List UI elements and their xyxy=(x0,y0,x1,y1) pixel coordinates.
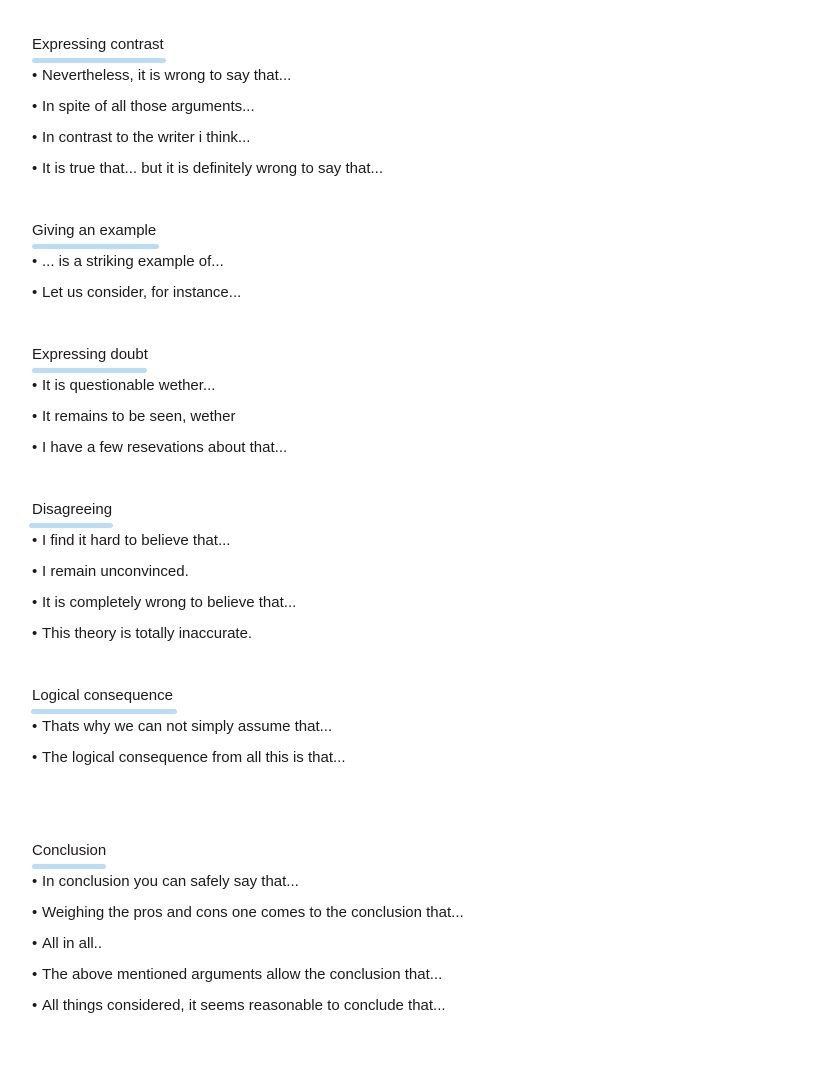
list-item: • All things considered, it seems reasonable to conclude that... xyxy=(32,997,446,1014)
list-item: • The logical consequence from all this is that... xyxy=(32,749,346,766)
list-item: • It is completely wrong to believe that... xyxy=(32,594,297,611)
heading-highlight xyxy=(32,864,106,869)
heading-highlight xyxy=(31,709,177,714)
list-item: • Nevertheless, it is wrong to say that... xyxy=(32,67,292,84)
section-heading: Disagreeing xyxy=(32,501,113,518)
section-heading: Expressing doubt xyxy=(32,346,148,363)
heading-highlight xyxy=(32,58,166,63)
heading-highlight xyxy=(29,523,113,528)
section-giving-an-example xyxy=(32,222,792,315)
section-heading: Conclusion xyxy=(32,842,107,859)
list-item: • I remain unconvinced. xyxy=(32,563,189,580)
section-expressing-doubt xyxy=(32,346,792,470)
list-item: • The above mentioned arguments allow the conclusion that... xyxy=(32,966,443,983)
section-heading-wrap xyxy=(32,501,112,527)
list-item: • It is questionable wether... xyxy=(32,377,216,394)
list-item: • It is true that... but it is definitely wrong to say that... xyxy=(32,160,383,177)
list-item: • Weighing the pros and cons one comes to the conclusion that... xyxy=(32,904,464,921)
heading-highlight xyxy=(32,368,147,373)
list-item: • ... is a striking example of... xyxy=(32,253,224,270)
list-item: • It remains to be seen, wether xyxy=(32,408,236,425)
list-item: • Let us consider, for instance... xyxy=(32,284,242,301)
list-item: • I have a few resevations about that... xyxy=(32,439,288,456)
section-logical-consequence xyxy=(32,687,792,780)
list-item: • Thats why we can not simply assume that... xyxy=(32,718,333,735)
section-heading-wrap xyxy=(32,842,106,868)
section-conclusion xyxy=(32,842,792,1028)
section-heading: Giving an example xyxy=(32,222,157,239)
list-item: • In contrast to the writer i think... xyxy=(32,129,251,146)
section-heading-wrap xyxy=(32,36,164,62)
section-heading-wrap xyxy=(32,346,148,372)
section-heading-wrap xyxy=(32,687,173,713)
section-heading-wrap xyxy=(32,222,156,248)
section-heading: Expressing contrast xyxy=(32,36,164,53)
list-item: • I find it hard to believe that... xyxy=(32,532,231,549)
heading-highlight xyxy=(32,244,159,249)
list-item: • In spite of all those arguments... xyxy=(32,98,255,115)
section-expressing-contrast xyxy=(32,36,792,191)
list-item: • All in all.. xyxy=(32,935,103,952)
section-heading: Logical consequence xyxy=(32,687,173,704)
list-item: • In conclusion you can safely say that... xyxy=(32,873,299,890)
section-disagreeing xyxy=(32,501,792,656)
list-item: • This theory is totally inaccurate. xyxy=(32,625,253,642)
